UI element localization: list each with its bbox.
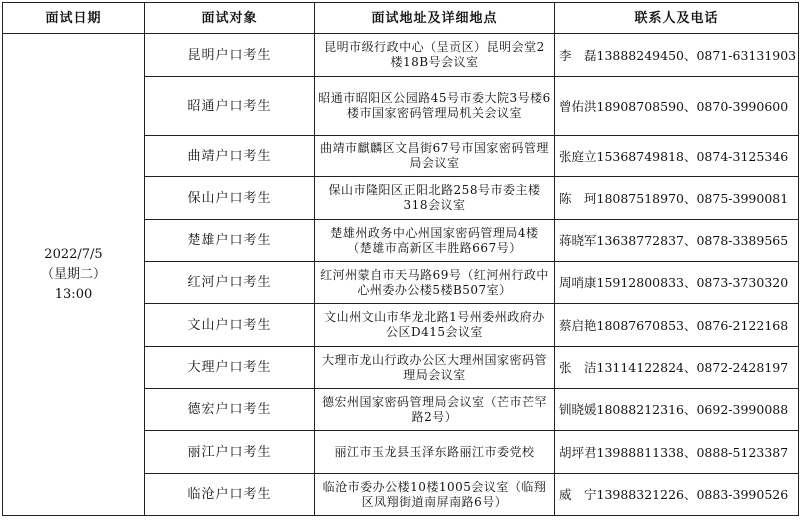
table-row (3, 34, 799, 77)
contact-cell: 胡坪君13988811338、0888-5123387 (555, 431, 799, 474)
address-cell: 曲靖市麒麟区文昌街67号市国家密码管理局会议室 (315, 136, 555, 177)
target-cell: 文山户口考生 (145, 304, 315, 347)
address-cell: 临沧市委办公楼10楼1005会议室（临翔区凤翔街道南屏南路6号） (315, 474, 555, 516)
target-cell: 大理户口考生 (145, 347, 315, 389)
target-cell: 丽江户口考生 (145, 431, 315, 474)
target-cell: 保山户口考生 (145, 177, 315, 220)
contact-cell: 张庭立15368749818、0874-3125346 (555, 136, 799, 177)
contact-cell: 蔡启艳18087670853、0876-2122168 (555, 304, 799, 347)
target-cell: 昆明户口考生 (145, 34, 315, 77)
address-cell: 楚雄州政务中心州国家密码管理局4楼（楚雄市高新区丰胜路667号） (315, 220, 555, 262)
address-cell: 文山州文山市华龙北路1号州委州政府办公区D415会议室 (315, 304, 555, 347)
contact-cell: 曾佑洪18908708590、0870-3990600 (555, 77, 799, 136)
target-cell: 红河户口考生 (145, 262, 315, 304)
address-cell: 红河州蒙自市天马路69号（红河州行政中心州委办公楼5楼B507室） (315, 262, 555, 304)
contact-cell: 陈 珂18087518970、0875-3990081 (555, 177, 799, 220)
contact-cell: 钏晓媛18088212316、0692-3990088 (555, 389, 799, 431)
interview-weekday: （星期二） (40, 266, 106, 282)
header-date: 面试日期 (3, 3, 145, 34)
target-cell: 曲靖户口考生 (145, 136, 315, 177)
address-cell: 丽江市玉龙县玉泽东路丽江市委党校 (315, 431, 555, 474)
contact-cell: 张 洁13114122824、0872-2428197 (555, 347, 799, 389)
header-contact: 联系人及电话 (555, 3, 799, 34)
target-cell: 楚雄户口考生 (145, 220, 315, 262)
address-cell: 大理市龙山行政办公区大理州国家密码管理局会议室 (315, 347, 555, 389)
header-address: 面试地址及详细地点 (315, 3, 555, 34)
table-header-row (3, 3, 799, 34)
interview-schedule-table (2, 2, 799, 516)
contact-cell: 蒋晓军13638772837、0878-3389565 (555, 220, 799, 262)
interview-date: 2022/7/5 (44, 246, 103, 262)
address-cell: 保山市隆阳区正阳北路258号市委主楼318会议室 (315, 177, 555, 220)
interview-time: 13:00 (54, 286, 93, 302)
interview-date-cell (3, 34, 145, 516)
address-cell: 昆明市级行政中心（呈贡区）昆明会堂2楼18B号会议室 (315, 34, 555, 77)
target-cell: 昭通户口考生 (145, 77, 315, 136)
address-cell: 昭通市昭阳区公园路45号市委大院3号楼6楼市国家密码管理局机关会议室 (315, 77, 555, 136)
target-cell: 临沧户口考生 (145, 474, 315, 516)
address-cell: 德宏州国家密码管理局会议室（芒市芒罕路2号） (315, 389, 555, 431)
target-cell: 德宏户口考生 (145, 389, 315, 431)
contact-cell: 周哨康15912800833、0873-3730320 (555, 262, 799, 304)
contact-cell: 威 宁13988321226、0883-3990526 (555, 474, 799, 516)
contact-cell: 李 磊13888249450、0871-63131903 (555, 34, 799, 77)
header-target: 面试对象 (145, 3, 315, 34)
